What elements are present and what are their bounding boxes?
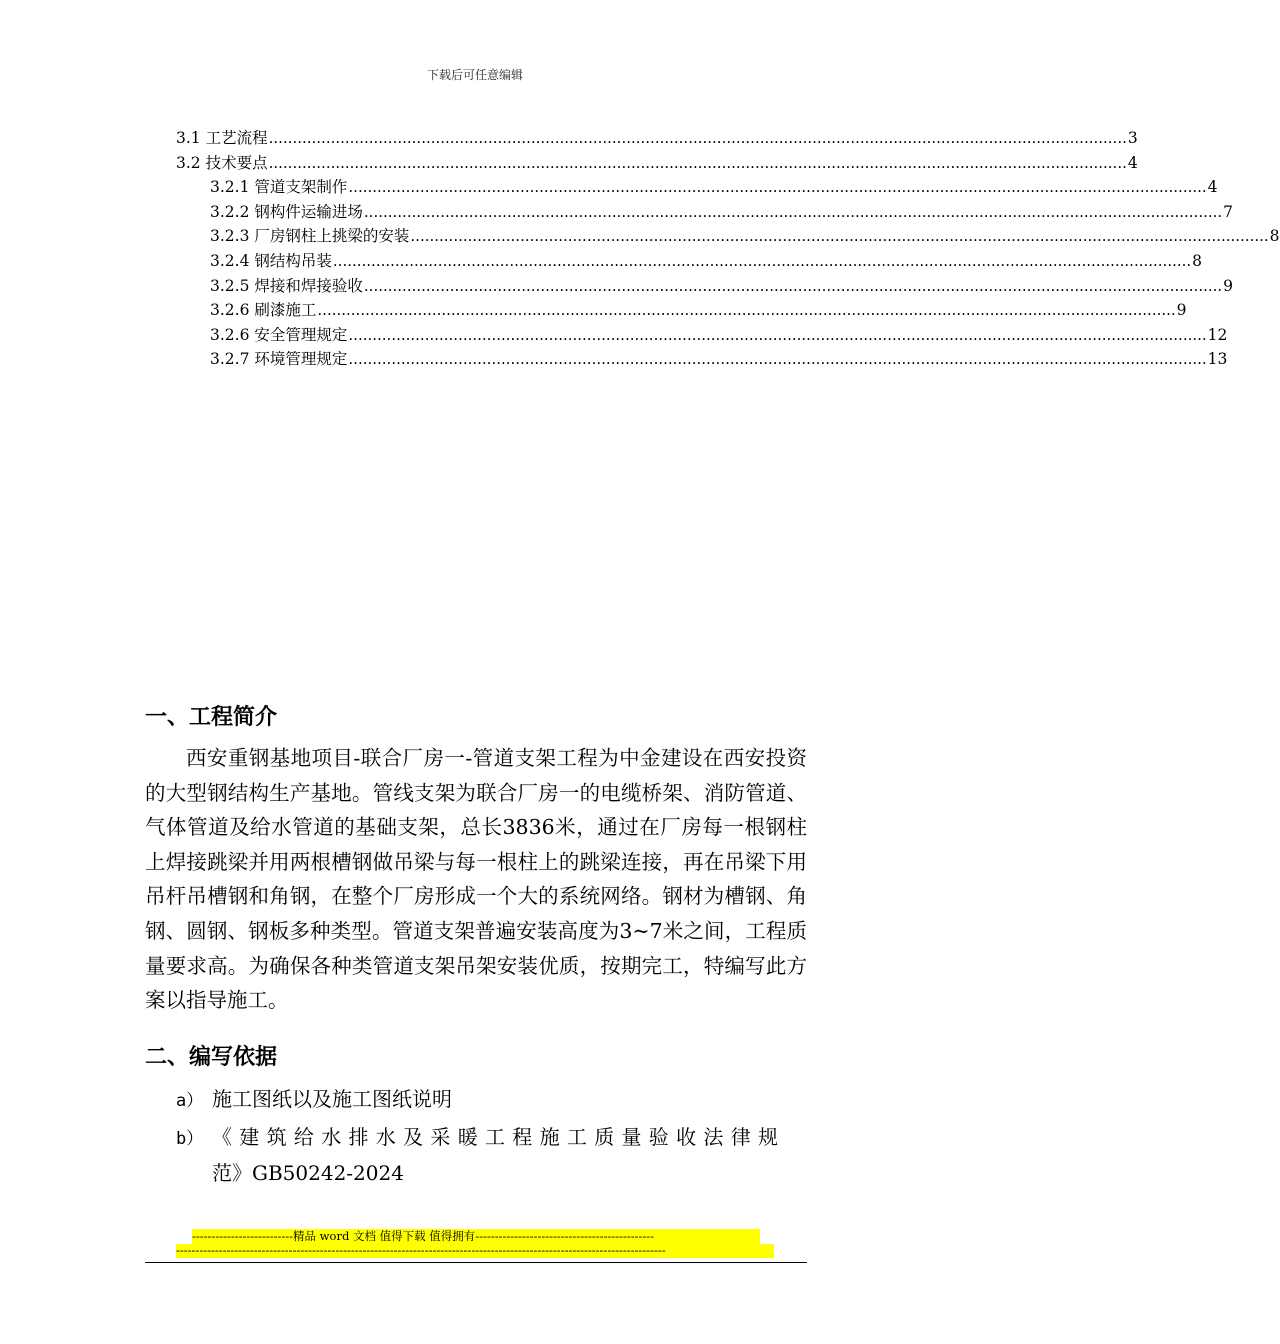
list-item-text: 《建筑给水排水及采暖工程施工质量验收法律规 [212,1125,786,1149]
toc-entry-number: 3.2.6 [210,325,250,344]
list-item [176,1120,806,1156]
toc-entry-title: 钢结构吊装 [254,251,332,270]
page-header: 下载后可任意编辑 [426,68,523,82]
toc-entry[interactable] [176,151,1138,176]
toc-entry[interactable] [176,200,1234,225]
toc-entry[interactable] [176,175,1218,200]
toc-entry-page: 12 [1207,325,1228,344]
footer-rule [145,1262,807,1263]
toc-entry-title: 工艺流程 [205,129,268,147]
table-of-contents [176,126,1280,372]
toc-entry-number: 3.2.6 [210,301,250,320]
toc-entry[interactable] [176,224,1280,249]
toc-entry-title: 安全管理规定 [254,325,348,344]
footer-banner-line: ------------------------------------------------------------------------------------------------------------------------------ [176,1244,774,1258]
toc-entry-title: 环境管理规定 [254,350,348,369]
toc-entry-number: 3.2.7 [210,350,250,369]
toc-leader: .................................................................................................................................................................................... [363,202,1223,221]
toc-entry-page: 4 [1207,178,1218,197]
list-item-continuation: 范》GB50242-2024 [212,1161,404,1185]
toc-leader: .................................................................................................................................................................................... [348,350,1207,369]
toc-entry-page: 4 [1127,153,1138,172]
toc-leader: .................................................................................................................................................................................... [348,178,1207,197]
toc-entry-title: 刷漆施工 [254,301,317,320]
toc-entry-number: 3.2.4 [210,251,250,270]
list-item-text: 施工图纸以及施工图纸说明 [212,1087,452,1111]
toc-entry-page: 3 [1127,129,1138,147]
footer-banner: --------------------------精品 word 文档 值得下载 值得拥有---------------------------------------------- [192,1229,760,1244]
toc-leader: .................................................................................................................................................................................... [363,276,1223,295]
toc-entry-number: 3.2 [176,153,201,172]
toc-entry[interactable] [176,249,1203,274]
section-body-paragraph: 西安重钢基地项目-联合厂房一-管道支架工程为中金建设在西安投资的大型钢结构生产基地。管线支架为联合厂房一的电缆桥架、消防管道、气体管道及给水管道的基础支架，总长3836米，通过在厂房每一根钢柱上焊接跳梁并用两根槽钢做吊梁与每一根柱上的跳梁连接，再在吊梁下用吊杆吊槽钢和角钢，在整个厂房形成一个大的系统网络。钢材为槽钢、角钢、圆钢、钢板多种类型。管道支架普遍安装高度为3~7米之间，工程质量要求高。为确保各种类管道支架吊架安装优质，按期完工，特编写此方案以指导施工。 [145,746,807,1013]
toc-entry[interactable] [176,323,1228,348]
toc-entry-number: 3.2.2 [210,202,250,221]
list-item-label: b） [176,1129,204,1149]
toc-entry-title: 管道支架制作 [254,178,348,197]
toc-entry-title: 厂房钢柱上挑梁的安装 [254,227,410,246]
toc-entry-number: 3.2.1 [210,178,250,197]
toc-entry-page: 9 [1176,301,1187,320]
toc-entry-page: 8 [1192,251,1203,270]
toc-entry[interactable] [176,347,1228,372]
toc-leader: .................................................................................................................................................................................... [268,129,1127,147]
toc-entry[interactable] [176,274,1234,299]
toc-entry-page: 8 [1269,227,1280,246]
toc-entry-number: 3.2.5 [210,276,250,295]
toc-leader: .................................................................................................................................................................................... [268,153,1127,172]
toc-entry[interactable] [176,298,1187,323]
toc-entry-page: 7 [1223,202,1234,221]
toc-entry-title: 钢构件运输进场 [254,202,363,221]
toc-leader: .................................................................................................................................................................................... [332,251,1192,270]
toc-leader: .................................................................................................................................................................................... [317,301,1176,320]
list-item [176,1082,806,1118]
section-heading: 一、工程简介 [145,705,278,730]
toc-entry-number: 3.2.3 [210,227,250,246]
toc-entry-page: 13 [1207,350,1228,369]
toc-entry-title: 技术要点 [205,153,268,172]
toc-leader: .................................................................................................................................................................................... [410,227,1269,246]
list-item-label: a） [176,1091,204,1111]
section-heading: 二、编写依据 [145,1045,278,1070]
toc-leader: .................................................................................................................................................................................... [348,325,1207,344]
toc-entry[interactable] [176,126,1138,151]
toc-entry-title: 焊接和焊接验收 [254,276,363,295]
toc-entry-page: 9 [1223,276,1234,295]
toc-entry-number: 3.1 [176,129,201,147]
